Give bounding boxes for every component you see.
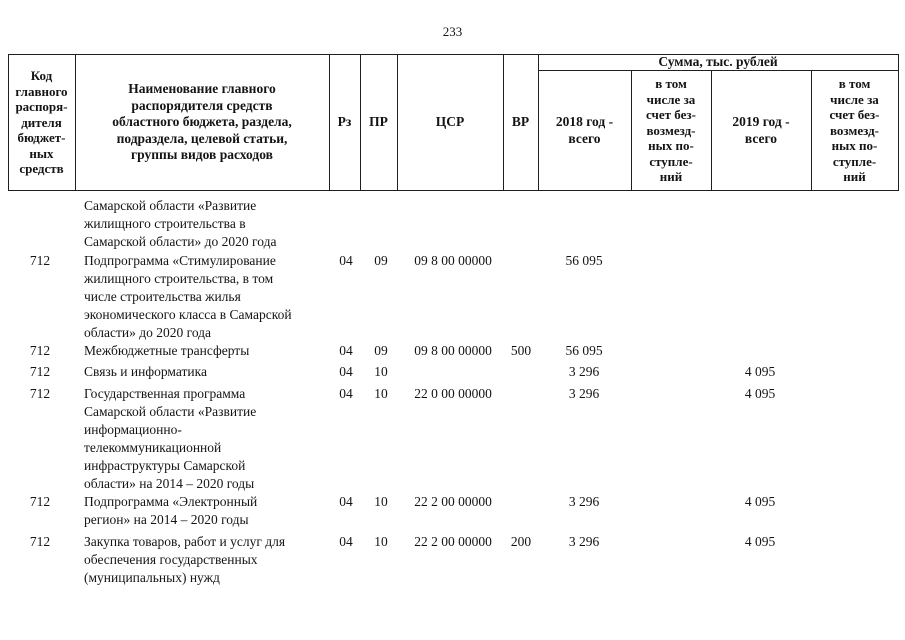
row-vr: 500 — [510, 343, 532, 358]
row-code: 712 — [29, 253, 51, 268]
row-pr: 10 — [374, 534, 388, 549]
header-csr: ЦСР — [435, 114, 465, 130]
header-sum: Сумма, тыс. рублей — [658, 53, 778, 69]
row-name: Самарской области «Развитие жилищного строительства в Самарской области» до 2020 года — [84, 198, 277, 249]
row-csr: 09 8 00 00000 — [414, 343, 492, 358]
row-rz: 04 — [339, 253, 353, 268]
header-2018-total: 2018 год - всего — [555, 114, 614, 146]
row-2019-total: 4 095 — [744, 386, 776, 401]
row-rz: 04 — [339, 343, 353, 358]
row-2019-total: 4 095 — [744, 494, 776, 509]
row-name: Подпрограмма «Стимулирование жилищного строительства, в том числе строительства жилья экономического класса в Самарской области» до 2020 года — [84, 253, 292, 340]
row-csr: 22 0 00 00000 — [414, 386, 492, 401]
header-2019-total: 2019 год - всего — [732, 114, 790, 146]
row-2019-total: 4 095 — [744, 364, 776, 379]
row-code: 712 — [29, 494, 51, 509]
row-code: 712 — [29, 534, 51, 549]
row-code: 712 — [29, 386, 51, 401]
row-name: Межбюджетные трансферты — [84, 343, 250, 358]
header-vr: ВР — [511, 114, 530, 130]
row-pr: 09 — [374, 343, 388, 358]
header-2019-grants: в том числе за счет без- возмезд- ных по- ступле- ний — [829, 76, 880, 185]
row-2018-total: 3 296 — [568, 534, 600, 549]
page-number: 233 — [442, 24, 463, 39]
row-rz: 04 — [339, 534, 353, 549]
row-pr: 10 — [374, 386, 388, 401]
row-csr: 22 2 00 00000 — [414, 494, 492, 509]
row-2018-total: 56 095 — [565, 253, 603, 268]
row-2018-total: 3 296 — [568, 386, 600, 401]
row-code: 712 — [29, 343, 51, 358]
row-2018-total: 3 296 — [568, 364, 600, 379]
row-name: Закупка товаров, работ и услуг для обеспечения государственных (муниципальных) нужд — [84, 534, 286, 585]
row-name: Государственная программа Самарской области «Развитие информационно- телекоммуникационной инфраструктуры Самарской области» на 2014 – 2020 годы — [84, 386, 257, 491]
row-pr: 10 — [374, 364, 388, 379]
row-rz: 04 — [339, 386, 353, 401]
header-name: Наименование главного распорядителя средств областного бюджета, раздела, подраздела, целевой статьи, группы видов расходов — [112, 81, 292, 163]
header-code: Код главного распоря- дителя бюджет- ных средств — [15, 68, 68, 177]
row-rz: 04 — [339, 494, 353, 509]
row-rz: 04 — [339, 364, 353, 379]
row-2018-total: 3 296 — [568, 494, 600, 509]
row-code: 712 — [29, 364, 51, 379]
header-2018-grants: в том числе за счет без- возмезд- ных по- ступле- ний — [646, 76, 696, 185]
row-csr: 09 8 00 00000 — [414, 253, 492, 268]
row-2019-total: 4 095 — [744, 534, 776, 549]
row-name: Связь и информатика — [84, 364, 207, 379]
row-name: Подпрограмма «Электронный регион» на 2014 – 2020 годы — [84, 494, 258, 527]
header-pr: ПР — [369, 114, 388, 130]
row-csr: 22 2 00 00000 — [414, 534, 492, 549]
header-rz: Рз — [337, 114, 352, 130]
row-2018-total: 56 095 — [565, 343, 603, 358]
row-pr: 10 — [374, 494, 388, 509]
row-vr: 200 — [510, 534, 532, 549]
row-pr: 09 — [374, 253, 388, 268]
